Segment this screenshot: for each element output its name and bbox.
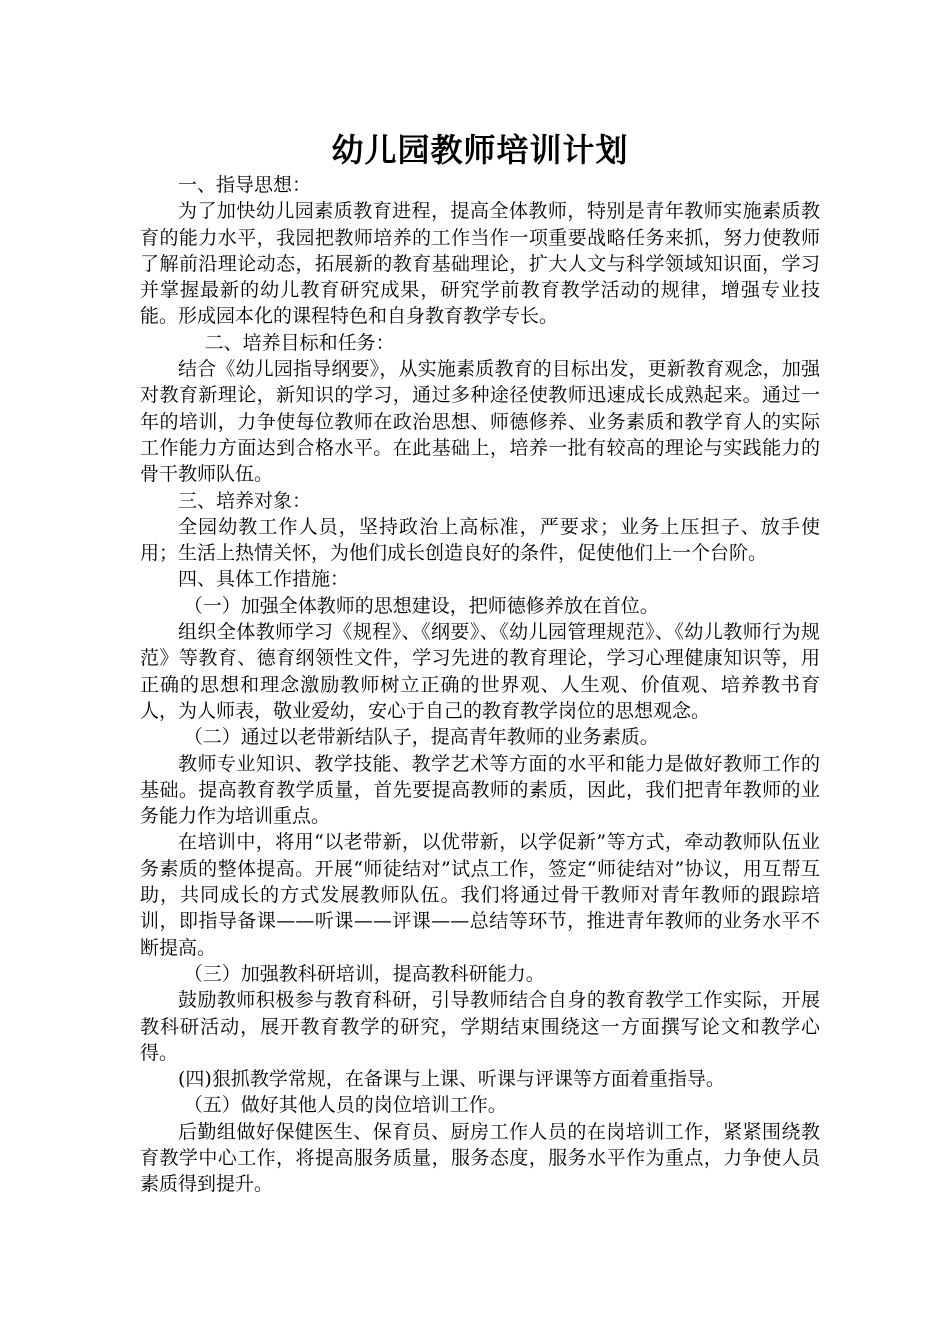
subsection-heading: （三）加强教科研培训，提高教科研能力。	[183, 962, 545, 985]
paragraph: 为了加快幼儿园素质教育进程，提高全体教师，特别是青年教师实施素质教育的能力水平，我园把教师培养的工作当作一项重要战略任务来抓，努力使教师了解前沿理论动态，拓展新的教育基础理论，扩大人文与科学领域知识面，学习并掌握最新的幼儿教育研究成果，研究学前教育教学活动的规律，增强专业技能。形成园本化的课程特色和自身教育教学专长。	[140, 200, 820, 328]
document-page	[140, 128, 820, 1198]
section-heading: 一、指导思想：	[178, 174, 312, 196]
document-title: 幼儿园教师培训计划	[331, 131, 629, 169]
subsection-heading: （一）加强全体教师的思想建设，把师德修养放在首位。	[183, 594, 659, 617]
subsection-heading: （五）做好其他人员的岗位培训工作。	[183, 1094, 507, 1117]
section-heading: 二、培养目标和任务：	[204, 331, 395, 354]
paragraph: 组织全体教师学习《规程》、《纲要》、《幼儿园管理规范》、《幼儿教师行为规范》等教育、德育纲领性文件，学习先进的教育理论，学习心理健康知识等，用正确的思想和理念激励教师树立正确的世界观、人生观、价值观、培养教书育人，为人师表，敬业爱幼，安心于自己的教育教学岗位的思想观念。	[140, 621, 820, 722]
section-heading: 三、培养对象：	[178, 489, 312, 512]
paragraph: 后勤组做好保健医生、保育员、厨房工作人员的在岗培训工作，紧紧围绕教育教学中心工作，将提高服务质量，服务态度，服务水平作为重点，力争使人员素质得到提升。	[140, 1120, 820, 1196]
subsection-heading: (四)狠抓教学常规，在备课与上课、听课与评课等方面着重指导。	[178, 1068, 725, 1091]
paragraph: 教师专业知识、教学技能、教学艺术等方面的水平和能力是做好教师工作的基础。提高教育教学质量，首先要提高教师的素质，因此，我们把青年教师的业务能力作为培训重点。	[140, 752, 820, 828]
paragraph: 鼓励教师积极参与教育科研，引导教师结合自身的教育教学工作实际，开展教科研活动，展开教育教学的研究，学期结束围绕这一方面撰写论文和教学心得。	[140, 989, 820, 1064]
paragraph: 在培训中，将用“以老带新，以优带新，以学促新”等方式，牵动教师队伍业务素质的整体提高。开展“师徒结对”试点工作，签定“师徒结对”协议，用互帮互助，共同成长的方式发展教师队伍。我们将通过骨干教师对青年教师的跟踪培训，即指导备课——听课——评课——总结等环节，推进青年教师的业务水平不断提高。	[140, 831, 820, 959]
subsection-heading: （二）通过以老带新结队子，提高青年教师的业务素质。	[183, 726, 659, 749]
paragraph: 结合《幼儿园指导纲要》，从实施素质教育的目标出发，更新教育观念，加强对教育新理论，新知识的学习，通过多种途径使教师迅速成长成熟起来。通过一年的培训，力争使每位教师在政治思想、师德修养、业务素质和教学育人的实际工作能力方面达到合格水平。在此基础上，培养一批有较高的理论与实践能力的骨干教师队伍。	[140, 358, 820, 486]
paragraph: 全园幼教工作人员，坚持政治上高标准，严要求；业务上压担子、放手使用；生活上热情关怀，为他们成长创造良好的条件，促使他们上一个台阶。	[140, 515, 820, 565]
section-heading: 四、具体工作措施：	[178, 568, 350, 591]
